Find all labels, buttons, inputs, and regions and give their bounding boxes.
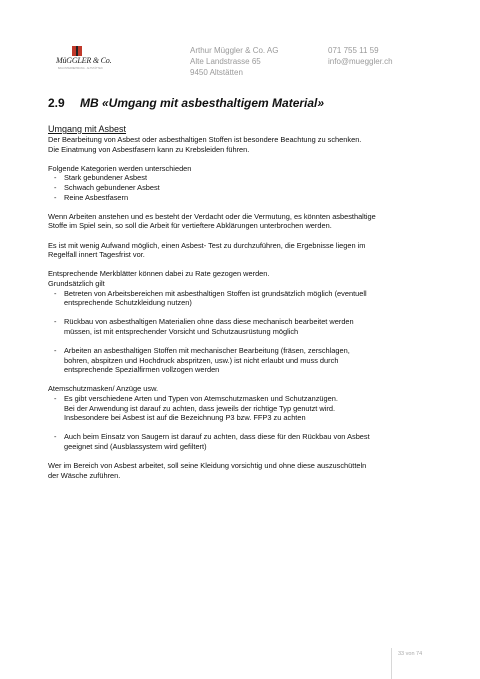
sheets-line: Entsprechende Merkblätter können dabei zu Rate gezogen werden. xyxy=(48,269,270,279)
test-line: Es ist mit wenig Aufwand möglich, einen Asbest- Test zu durchzuführen, die Ergebnisse liegen im xyxy=(48,240,366,250)
company-contact xyxy=(328,45,393,67)
company-city: 9450 Altstätten xyxy=(190,68,243,77)
suspicion-line: Wenn Arbeiten anstehen und es besteht der Verdacht oder die Vermutung, es könnten asbesthaltige xyxy=(48,211,376,221)
list-item xyxy=(48,346,438,375)
section-number: 2.9 xyxy=(48,96,65,110)
document-body xyxy=(48,124,438,480)
section-heading xyxy=(48,96,324,110)
footer-divider xyxy=(391,648,392,679)
intro-line: Die Einatmung von Asbestfasern kann zu Krebsleiden führen. xyxy=(48,144,250,154)
company-email[interactable]: info@mueggler.ch xyxy=(328,57,393,66)
test-line: Regelfall innert Tagesfrist vor. xyxy=(48,250,145,260)
section-title: MB «Umgang mit asbesthaltigem Material» xyxy=(80,96,325,110)
principle-intro: Grundsätzlich gilt xyxy=(48,278,105,288)
masks-list xyxy=(48,394,438,452)
suspicion-line: Stoffe im Spiel sein, so soll die Arbeit für vertieftere Abklärungen unterbrochen werden. xyxy=(48,221,332,231)
company-street: Alte Landstrasse 65 xyxy=(190,57,261,66)
company-name: Arthur Müggler & Co. AG xyxy=(190,46,279,55)
categories-intro: Folgende Kategorien werden unterschieden xyxy=(48,163,192,173)
company-phone: 071 755 11 59 xyxy=(328,46,379,55)
masks-intro: Atemschutzmasken/ Anzüge usw. xyxy=(48,384,159,394)
page-number: 33 von 74 xyxy=(398,651,423,657)
list-item: - Stark gebundener Asbest xyxy=(48,173,438,183)
list-item-line: bohren, abspitzen und Hochdruck abspritzen, usw.) ist nicht erlaubt und muss durch xyxy=(64,355,339,365)
logo-text: MüGGLER & Co. xyxy=(56,56,112,65)
list-item-line: Bei der Anwendung ist darauf zu achten, dass jeweils der richtige Typ genutzt wird. xyxy=(64,403,336,413)
list-item: - Reine Asbestfasern xyxy=(48,193,438,203)
list-item-line: entsprechende Schutzkleidung nutzen) xyxy=(64,298,192,308)
list-item-line: - Arbeiten an asbesthaltigen Stoffen mit mechanischer Bearbeitung (fräsen, zerschlagen, xyxy=(64,346,350,356)
list-item xyxy=(48,432,438,451)
list-item xyxy=(48,394,438,423)
list-item-line: - Auch beim Einsatz von Saugern ist darauf zu achten, dass diese für den Rückbau von Asbest xyxy=(64,432,370,442)
clothing-line: der Wäsche zuführen. xyxy=(48,470,121,480)
list-item-line: Insbesondere bei Asbest ist auf die Bezeichnung P3 bzw. FFP3 zu achten xyxy=(64,413,306,423)
intro-line: Der Bearbeitung von Asbest oder asbesthaltigen Stoffen ist besondere Beachtung zu schenken. xyxy=(48,135,362,144)
list-item xyxy=(48,317,438,336)
company-address xyxy=(190,45,278,78)
clothing-line: Wer im Bereich von Asbest arbeitet, soll seine Kleidung vorsichtig und ohne diese auszuschütteln xyxy=(48,461,367,471)
subheading: Umgang mit Asbest xyxy=(48,124,127,134)
list-item-line: müssen, ist mit entsprechender Vorsicht und Schutzausrüstung möglich xyxy=(64,326,299,336)
list-item-line: - Es gibt verschiedene Arten und Typen von Atemschutzmasken und Schutzanzügen. xyxy=(64,394,338,404)
logo-mark-icon xyxy=(72,46,82,56)
list-item-line: geeignet sind (Ausblassystem wird gefiltert) xyxy=(64,442,207,451)
categories-list xyxy=(48,173,438,202)
list-item: - Schwach gebundener Asbest xyxy=(48,183,438,193)
list-item xyxy=(48,289,438,308)
list-item-line: - Betreten von Arbeitsbereichen mit asbesthaltigen Stoffen ist grundsätzlich möglich (eventuell xyxy=(64,288,367,298)
logo-tagline: BAUUNTERNEHMUNG · ALTSTÄTTEN xyxy=(58,67,103,70)
company-logo xyxy=(56,46,112,76)
list-item-line: - Rückbau von asbesthaltigen Materialien ohne dass diese mechanisch bearbeitet werden xyxy=(64,317,354,327)
list-item-line: entsprechende Spezialfirmen vollzogen werden xyxy=(64,365,220,375)
principles-list xyxy=(48,289,438,375)
